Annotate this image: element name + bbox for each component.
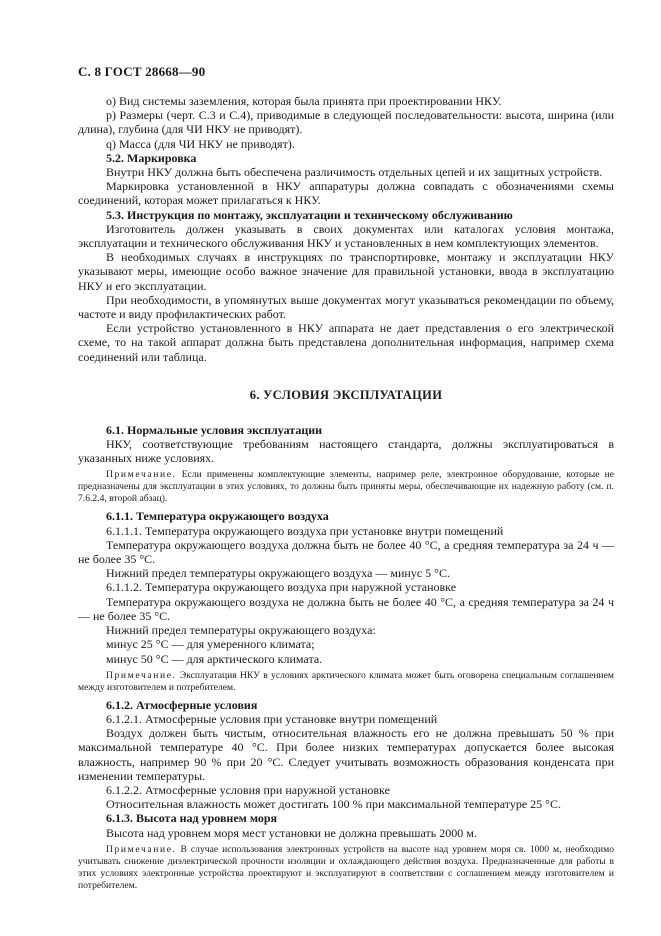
paragraph: При необходимости, в упомянутых выше документах могут указываться рекомендации по объему, частоте и виду профилактических работ. xyxy=(78,292,614,322)
note xyxy=(78,469,614,505)
paragraph: Воздух должен быть чистым, относительная влажность его не должна превышать 50 % при максимальной температуре 40 °С. При более низких температурах допускается более высокая влажность, например 90 % при 20 °С. Следует учитывать возможность образования конденсата при изменении температуры. xyxy=(78,726,614,783)
note-label: Примечание. xyxy=(106,469,177,481)
paragraph: 6.1.1.2. Температура окружающего воздуха при наружной установке xyxy=(106,580,457,595)
paragraph: Нижний предел температуры окружающего воздуха — минус 5 °С. xyxy=(106,566,450,581)
paragraph: Высота над уровнем моря мест установки не должна превышать 2000 м. xyxy=(106,825,477,840)
paragraph: Изготовитель должен указывать в своих документах или каталогах условия монтажа, эксплуатации и технического обслуживания НКУ и установленных в нем комплектующих элементов. xyxy=(78,221,614,251)
section-title: 6. УСЛОВИЯ ЭКСПЛУАТАЦИИ xyxy=(249,387,443,402)
paragraph: Внутри НКУ должна быть обеспечена различимость отдельных цепей и их защитных устройств. xyxy=(106,165,603,180)
note-text: В случае использования электронных устройств на высоте над уровнем моря св. 1000 м, необходимо учитывать снижение диэлектрической прочности изоляции и охлаждающего действия воздуха. Предназначенные для работы в этих условиях электронные устройства проектируют и эксплуатируют в соответствии с соглашением между изготовителем и потребителем. xyxy=(78,843,614,891)
paragraph: 6.1.2.2. Атмосферные условия при наружной установке xyxy=(106,782,390,797)
note-text: Если применены комплектующие элементы, например реле, электронное оборудование, которые не предназначены для эксплуатации в этих условиях, то должны быть приняты меры, обеспечивающие их надежную работу (см. п. 7.6.2.4, второй абзац). xyxy=(78,469,614,505)
paragraph: Если устройство установленного в НКУ аппарата не дает представления о его электрической схеме, то на такой аппарат должна быть представлена дополнительная информация, например схема соединений или таблица. xyxy=(78,321,614,364)
item-p: р) Размеры (черт. С.3 и С.4), приводимые в следующей последовательности: высота, ширина (или длина), глубина (для ЧИ НКУ не приводят). xyxy=(78,108,614,137)
heading-6-1-2: 6.1.2. Атмосферные условия xyxy=(106,697,258,712)
paragraph: НКУ, соответствующие требованиям настоящего стандарта, должны эксплуатироваться в указанных ниже условиях. xyxy=(78,437,614,466)
note-text: Эксплуатация НКУ в условиях арктического климата может быть оговорена специальным соглашением между изготовителем и потребителем. xyxy=(78,669,614,693)
heading-5-2: 5.2. Маркировка xyxy=(106,150,197,165)
heading-5-3: 5.3. Инструкция по монтажу, эксплуатации и техническому обслуживанию xyxy=(106,207,513,222)
paragraph: Температура окружающего воздуха должна быть не более 40 °С, а средняя температура за 24 ч — не более 35 °С. xyxy=(78,537,614,567)
note xyxy=(78,844,614,892)
item-o: о) Вид системы заземления, которая была принята при проектировании НКУ. xyxy=(106,94,502,108)
note xyxy=(78,670,614,694)
item-q: q) Масса (для ЧИ НКУ не приводят). xyxy=(106,136,295,151)
paragraph: минус 25 °С — для умеренного климата; xyxy=(106,637,315,652)
paragraph: Маркировка установленной в НКУ аппаратуры должна совпадать с обозначениями схемы соединений, которая может прилагаться к НКУ. xyxy=(78,179,614,208)
heading-6-1: 6.1. Нормальные условия эксплуатации xyxy=(106,422,323,437)
paragraph: 6.1.1.1. Температура окружающего воздуха при установке внутри помещений xyxy=(106,523,504,538)
page-header: С. 8 ГОСТ 28668—90 xyxy=(78,64,206,79)
paragraph: 6.1.2.1. Атмосферные условия при установке внутри помещений xyxy=(106,711,438,726)
note-label: Примечание. xyxy=(106,843,177,855)
heading-6-1-1: 6.1.1. Температура окружающего воздуха xyxy=(106,509,329,524)
note-label: Примечание. xyxy=(106,669,177,681)
paragraph: Нижний предел температуры окружающего воздуха: xyxy=(106,623,376,638)
paragraph: Относительная влажность может достигать 100 % при максимальной температуре 25 °С. xyxy=(106,797,561,812)
heading-6-1-3: 6.1.3. Высота над уровнем моря xyxy=(106,811,278,826)
paragraph: В необходимых случаях в инструкциях по транспортировке, монтажу и эксплуатации НКУ указывают меры, имеющие особо важное значение для правильной установки, ввода в эксплуатацию НКУ и его эксплуатации. xyxy=(78,250,614,293)
paragraph: Температура окружающего воздуха не должна быть не более 40 °С, а средняя температура за 24 ч — не более 35 °С. xyxy=(78,594,614,623)
paragraph: минус 50 °С — для арктического климата. xyxy=(106,651,323,666)
page-content xyxy=(78,94,614,896)
